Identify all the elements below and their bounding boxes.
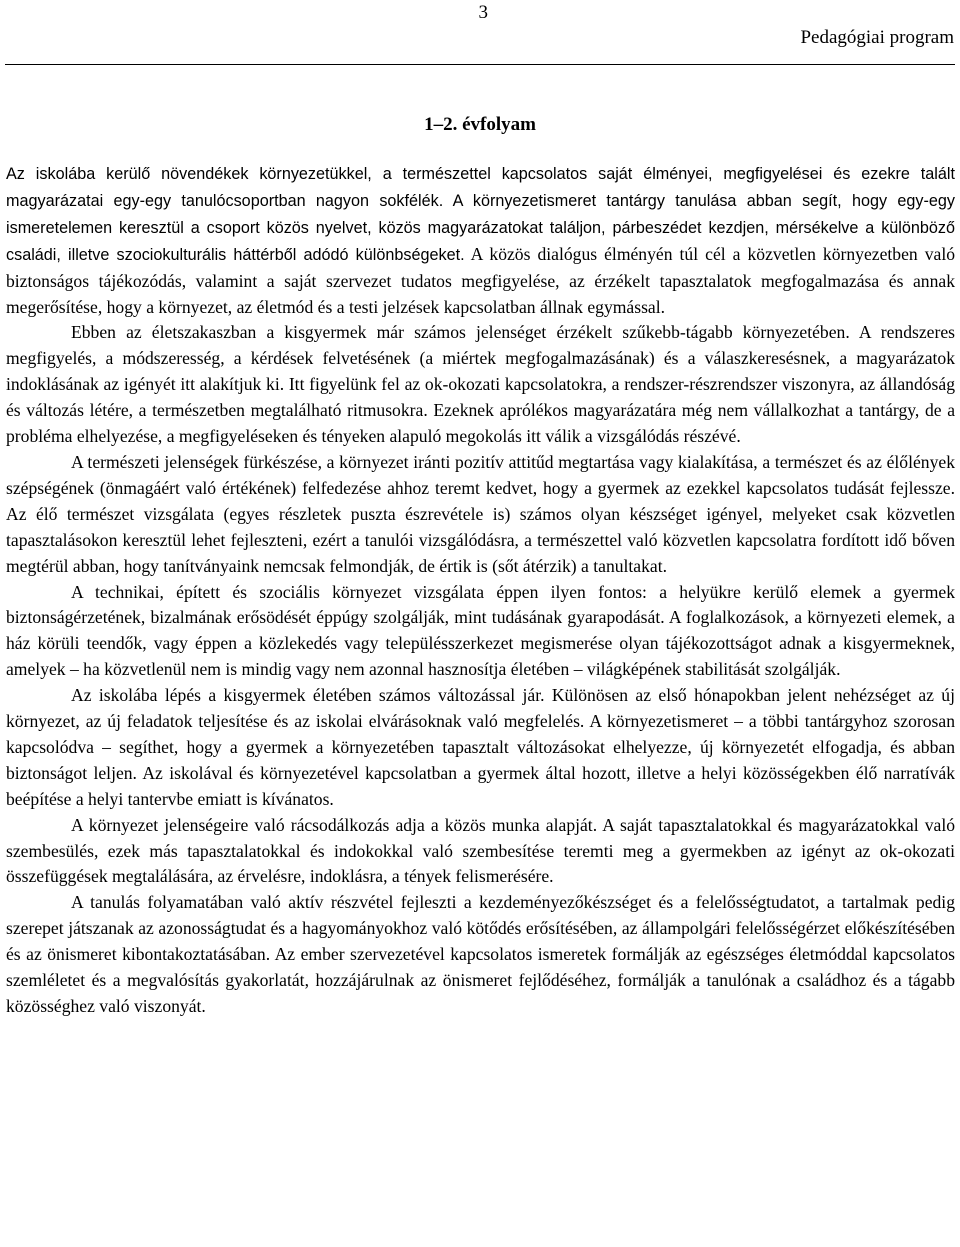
paragraph-5: Az iskolába lépés a kisgyermek életében számos változással jár. Különösen az első hónapokban jelent nehézséget az új környezet, az új feladatok teljesítése és az iskolai elvárásoknak való megfelelés. A környezetismeret – a többi tantárgyhoz szorosan kapcsolódva – segíthet, hogy a gyermek a környezetében tapasztalt változásokat elhelyezze, új környezetét elfogadja, és abban biztonságot leljen. Az iskolával és környezetével kapcsolatban a gyermek által hozott, illetve a helyi közösségekben élő narratívák beépítése a helyi tantervbe emiatt is kívánatos.: [6, 685, 955, 809]
paragraph-3: A természeti jelenségek fürkészése, a környezet iránti pozitív attitűd megtartása vagy kialakítása, a természet és az élőlények szépségének (önmagáért való értékének) felfedezése ahhoz teremt kedvet, hogy a gyermek az ezekkel kapcsolatos tudását fejlessze. Az élő természet vizsgálata (egyes részletek puszta észrevétele is) számos olyan készséget igényel, melyeket csak közvetlen tapasztalásokon keresztül lehet fejleszteni, ezért a tanulói vizsgálódásra, a természettel való közvetlen kapcsolatra fordított idő bőven megtérül abban, hogy tanítványaink nemcsak felmondják, de értik is (sőt átérzik) a tanultakat.: [6, 451, 955, 576]
running-header-title: Pedagógiai program: [800, 27, 954, 48]
header-divider: [5, 64, 955, 65]
paragraph-2: Ebben az életszakaszban a kisgyermek már számos jelenséget érzékelt szűkebb-tágabb környezetében. A rendszeres megfigyelés, a módszeresség, a kérdések felvetésének (a miértek megfogalmazásának) és a válaszkeresésnek, a magyarázatok indoklásának az igényét itt alakítjuk ki. Itt figyelünk fel az ok-okozati kapcsolatokra, a rendszer-részrendszer viszonyra, az állandóság és változás létére, a természetben megtalálható ritmusokra. Ezeknek aprólékos magyarázatára még nem vállalkozhat a tantárgy, de a probléma elhelyezése, a megfigyeléseken és tényeken alapuló megokolás itt válik a vizsgálódás részévé.: [6, 322, 955, 447]
paragraph-1-serif-part: A közös dialógus élményén túl cél a közvetlen környezetben való biztonságos tájékozódás, valamint a saját szervezet tudatos megfigyelése, az érzékelt tapasztalatok megfogalmazása és annak megerősítése, hogy a környezet, az életmód és a testi jelzések kapcsolatban állnak egymással.: [6, 243, 956, 317]
paragraph-1: [6, 161, 955, 320]
paragraph-1-sans-part: Az iskolába kerülő növendékek környezetükkel, a természettel kapcsolatos saját élményei, megfigyelései és ezekre talált magyarázatai egy-egy tanulócsoportban nagyon sokfélék. A környezetismeret tantárgy tanulása abban segít, hogy egy-egy ismeretelemen keresztül a csoport közös nyelvet, közös magyarázatokat találjon, párbeszédet kezdjen, mérsékelve a különböző családi, illetve szociokulturális háttérből adódó különbségeket.: [6, 165, 955, 264]
paragraph-7: A tanulás folyamatában való aktív részvétel fejleszti a kezdeményezőkészséget és a felelősségtudatot, a tartalmak pedig szerepet játszanak az azonosságtudat és a hagyományokhoz való kötődés erősítésében, az állampolgári felelősségérzet előkészítésében és az önismeret kibontakoztatásában. Az ember szervezetével kapcsolatos ismeretek formálják az egészséges életmóddal kapcsolatos szemléletet és a megvalósítás gyakorlatát, hozzájárulnak az önismeret fejlődéséhez, formálják a tanulónak a családhoz és a tágabb közösséghez való viszonyát.: [6, 892, 955, 1016]
section-title: 1–2. évfolyam: [424, 114, 536, 135]
page-number: 3: [478, 2, 488, 23]
body-text: [6, 161, 955, 1020]
paragraph-6: A környezet jelenségeire való rácsodálkozás adja a közös munka alapját. A saját tapasztalatokkal és magyarázatokkal való szembesülés, ezek más tapasztalatokkal és indokokkal való szembesítése teremti meg a gyermekben az igényt az ok-okozati összefüggések megtalálására, az érvelésre, indoklásra, a tények felismerésére.: [6, 814, 955, 887]
paragraph-4: A technikai, épített és szociális környezet vizsgálata éppen ilyen fontos: a helyükre kerülő elemek a gyermek biztonságérzetének, bizalmának erősödését éppúgy szolgálják, mint tudásának gyarapodását. A foglalkozások, a környezeti elemek, a ház körüli teendők, vagy éppen a közlekedés vagy településszerkezet megismerése olyan tájékozottságot adnak a kisgyermeknek, amelyek – ha közvetlenül nem is mindig vagy nem azonnal hasznosítja életében – világképének stabilitását szolgálják.: [6, 581, 955, 680]
